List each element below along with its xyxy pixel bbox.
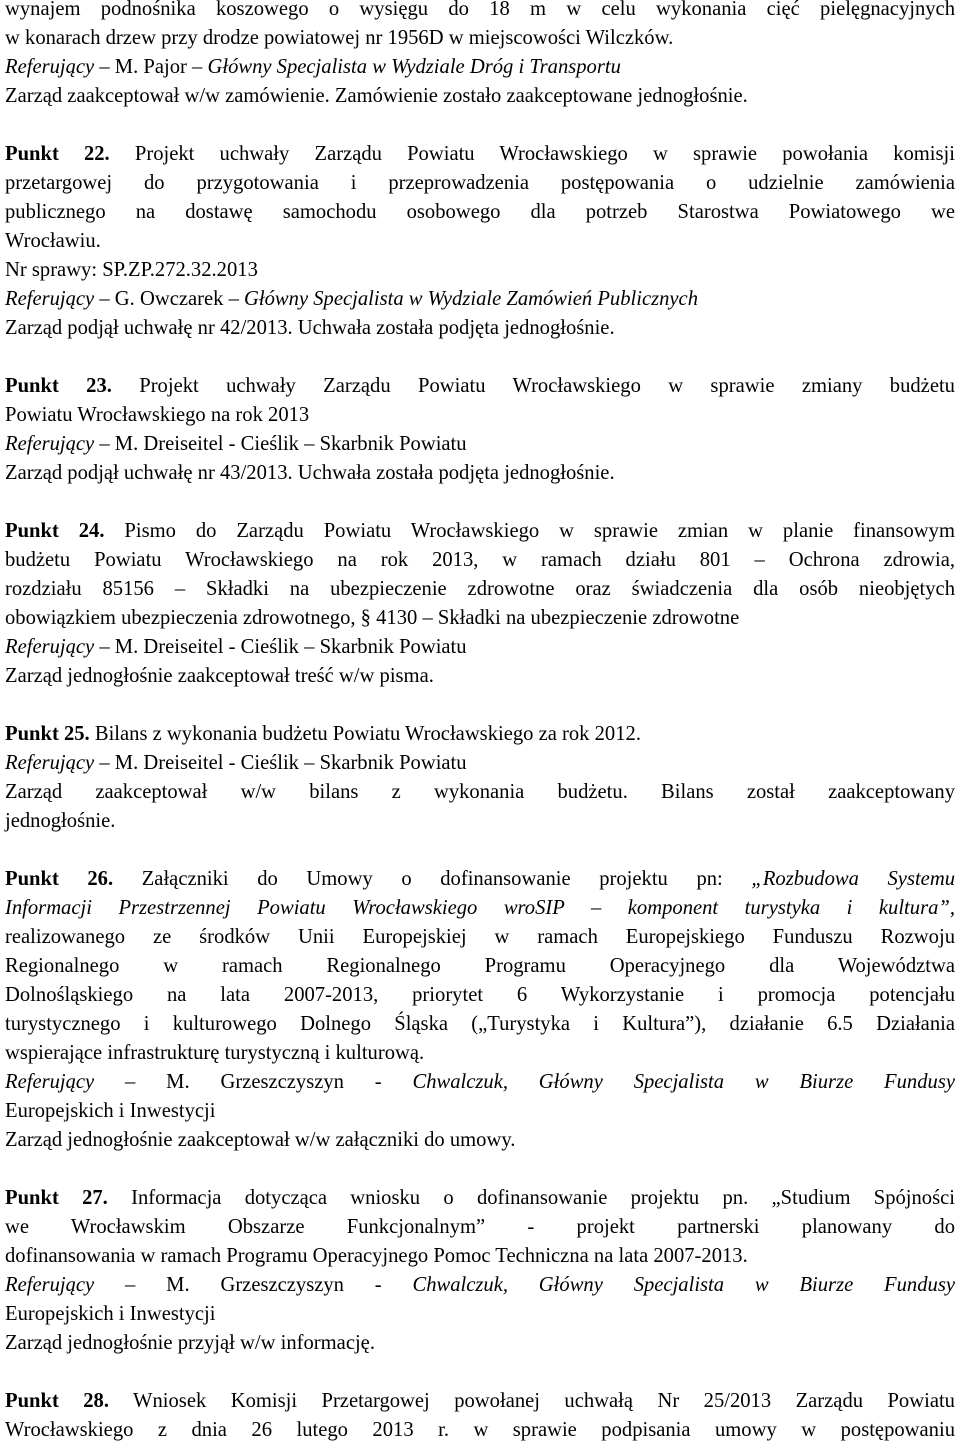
referent-role: Chwalczuk, Główny Specjalista w Biurze Fundusy [412, 1071, 955, 1093]
referent-name: M. Dreiseitel - Cieślik [114, 636, 299, 658]
decision-text: Zarząd jednogłośnie przyjął w/w informację. [5, 1332, 375, 1354]
referent-line-2: Europejskich i Inwestycji [5, 1100, 216, 1122]
referent-role: Skarbnik Powiatu [319, 636, 467, 658]
item-line: Punkt 24. Pismo do Zarządu Powiatu Wrocławskiego w sprawie zmian w planie finansowym [5, 520, 955, 542]
referent-name: M. Dreiseitel - Cieślik [114, 752, 299, 774]
referent-name: M. Grzeszczyszyn - [166, 1274, 382, 1296]
agenda-item-28 [5, 1387, 955, 1445]
intro-line: w konarach drzew przy drodze powiatowej nr 1956D w miejscowości Wilczków. [5, 27, 674, 49]
referent-line: Referujący – M. Dreiseitel - Cieślik – Skarbnik Powiatu [5, 636, 467, 658]
item-label: Punkt 27. [5, 1187, 108, 1209]
agenda-item-25 [5, 720, 955, 836]
item-line: we Wrocławskim Obszarze Funkcjonalnym” - projekt partnerski planowany do [5, 1216, 955, 1238]
referent-role: Główny Specjalista w Wydziale Zamówień Publicznych [244, 288, 698, 310]
referent-line: Referujący – M. Dreiseitel - Cieślik – Skarbnik Powiatu [5, 752, 467, 774]
item-line: Punkt 28. Wniosek Komisji Przetargowej powołanej uchwałą Nr 25/2013 Zarządu Powiatu [5, 1390, 955, 1412]
item-line: Punkt 27. Informacja dotycząca wniosku o dofinansowanie projektu pn. „Studium Spójności [5, 1187, 955, 1209]
item-line: turystycznego i kulturowego Dolnego Śląska („Turystyka i Kultura”), działanie 6.5 Działania [5, 1013, 955, 1035]
item-line: realizowanego ze środków Unii Europejskiej w ramach Europejskiego Funduszu Rozwoju [5, 926, 955, 948]
item-line: publicznego na dostawę samochodu osobowego dla potrzeb Starostwa Powiatowego we [5, 201, 955, 223]
agenda-item-26 [5, 865, 955, 1155]
decision-text: Zarząd podjął uchwałę nr 43/2013. Uchwała została podjęta jednogłośnie. [5, 462, 615, 484]
item-line: Punkt 26. Załączniki do Umowy o dofinansowanie projektu pn: „Rozbudowa Systemu [5, 868, 955, 890]
item-line: przetargowej do przygotowania i przeprowadzenia postępowania o udzielnie zamówienia [5, 172, 955, 194]
decision-text: Zarząd zaakceptował w/w zamówienie. Zamówienie zostało zaakceptowane jednogłośnie. [5, 85, 748, 107]
referent-label: Referujący [5, 1071, 95, 1093]
decision-text: Zarząd jednogłośnie zaakceptował treść w/w pisma. [5, 665, 434, 687]
item-line: budżetu Powiatu Wrocławskiego na rok 2013, w ramach działu 801 – Ochrona zdrowia, [5, 549, 955, 571]
item-label: Punkt 25. [5, 723, 90, 745]
referent-role: Skarbnik Powiatu [319, 752, 467, 774]
agenda-item-23 [5, 372, 955, 488]
item-label: Punkt 26. [5, 868, 114, 890]
referent-name: M. Dreiseitel - Cieślik [114, 433, 299, 455]
referent-line: Referujący – M. Grzeszczyszyn - Chwalczuk, Główny Specjalista w Biurze Fundusy [5, 1071, 955, 1093]
agenda-item-22 [5, 140, 955, 343]
referent-role: Główny Specjalista w Wydziale Dróg i Transportu [207, 56, 621, 78]
item-line: dofinansowania w ramach Programu Operacyjnego Pomoc Techniczna na lata 2007-2013. [5, 1245, 748, 1267]
item-label: Punkt 28. [5, 1390, 109, 1412]
item-line: Wrocławskiego z dnia 26 lutego 2013 r. w sprawie podpisania umowy w postępowaniu [5, 1419, 955, 1441]
referent-label: Referujący [5, 56, 95, 78]
item-line: Punkt 23. Projekt uchwały Zarządu Powiatu Wrocławskiego w sprawie zmiany budżetu [5, 375, 955, 397]
document-page [5, 0, 955, 1445]
item-line: Powiatu Wrocławskiego na rok 2013 [5, 404, 310, 426]
item-line: wspierające infrastrukturę turystyczną i kulturową. [5, 1042, 425, 1064]
referent-role: Chwalczuk, Główny Specjalista w Biurze Fundusy [412, 1274, 955, 1296]
item-line: rozdziału 85156 – Składki na ubezpieczenie zdrowotne oraz świadczenia dla osób nieobjętych [5, 578, 955, 600]
decision-text: Zarząd zaakceptował w/w bilans z wykonania budżetu. Bilans został zaakceptowany [5, 781, 955, 803]
referent-label: Referujący [5, 752, 95, 774]
intro-line: wynajem podnośnika koszowego o wysięgu do 18 m w celu wykonania cięć pielęgnacyjnych [5, 0, 955, 20]
item-label: Punkt 22. [5, 143, 110, 165]
referent-line: Referujący – M. Pajor – Główny Specjalista w Wydziale Dróg i Transportu [5, 56, 621, 78]
decision-text: jednogłośnie. [5, 810, 116, 832]
item-line: Punkt 22. Projekt uchwały Zarządu Powiatu Wrocławskiego w sprawie powołania komisji [5, 143, 955, 165]
referent-label: Referujący [5, 288, 95, 310]
agenda-item-27 [5, 1184, 955, 1358]
decision-text: Zarząd jednogłośnie zaakceptował w/w załączniki do umowy. [5, 1129, 516, 1151]
referent-line: Referujący – M. Grzeszczyszyn - Chwalczuk, Główny Specjalista w Biurze Fundusy [5, 1274, 955, 1296]
referent-line: Referujący – M. Dreiseitel - Cieślik – Skarbnik Powiatu [5, 433, 467, 455]
referent-role: Skarbnik Powiatu [319, 433, 467, 455]
item-line: Wrocławiu. [5, 230, 101, 252]
intro-section [5, 0, 955, 111]
referent-label: Referujący [5, 433, 95, 455]
item-line: Punkt 25. Bilans z wykonania budżetu Powiatu Wrocławskiego za rok 2012. [5, 723, 641, 745]
case-number: Nr sprawy: SP.ZP.272.32.2013 [5, 259, 258, 281]
item-label: Punkt 23. [5, 375, 112, 397]
referent-name: G. Owczarek [114, 288, 224, 310]
referent-label: Referujący [5, 636, 95, 658]
referent-label: Referujący [5, 1274, 95, 1296]
referent-name: M. Pajor [114, 56, 187, 78]
item-label: Punkt 24. [5, 520, 105, 542]
decision-text: Zarząd podjął uchwałę nr 42/2013. Uchwała została podjęta jednogłośnie. [5, 317, 615, 339]
referent-name: M. Grzeszczyszyn - [166, 1071, 382, 1093]
item-line: Regionalnego w ramach Regionalnego Programu Operacyjnego dla Województwa [5, 955, 955, 977]
referent-line: Referujący – G. Owczarek – Główny Specjalista w Wydziale Zamówień Publicznych [5, 288, 698, 310]
item-line: Informacji Przestrzennej Powiatu Wrocławskiego wroSIP – komponent turystyka i kultura”, [5, 897, 955, 919]
item-line: Dolnośląskiego na lata 2007-2013, priorytet 6 Wykorzystanie i promocja potencjału [5, 984, 955, 1006]
agenda-item-24 [5, 517, 955, 691]
referent-line-2: Europejskich i Inwestycji [5, 1303, 216, 1325]
item-line: obowiązkiem ubezpieczenia zdrowotnego, § 4130 – Składki na ubezpieczenie zdrowotne [5, 607, 740, 629]
